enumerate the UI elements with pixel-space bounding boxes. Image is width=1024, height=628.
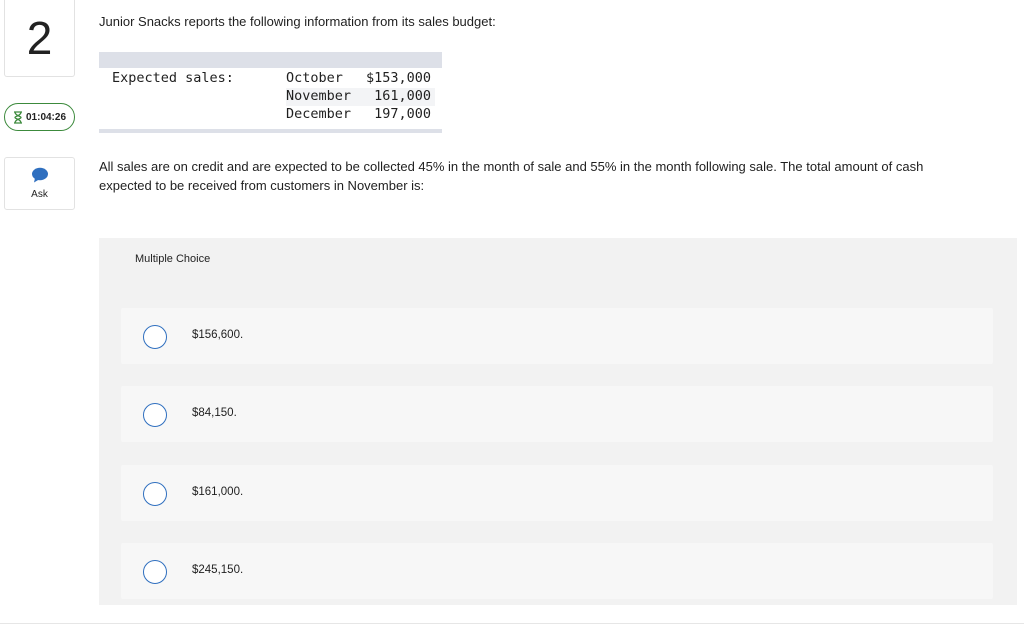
multiple-choice-panel [99,238,1017,605]
radio-button[interactable] [143,403,167,427]
choice-label: $245,150. [192,564,244,576]
timer-value: 01:04:26 [25,111,67,123]
choice-option-d[interactable] [121,543,993,599]
table-top-rule [99,52,442,68]
choice-label: $161,000. [192,486,244,498]
question-number-box [4,0,75,77]
choice-option-a[interactable] [121,308,993,364]
question-prompt: Junior Snacks reports the following information from its sales budget: [99,14,496,29]
timer[interactable] [4,103,75,131]
multiple-choice-header: Multiple Choice [135,253,211,265]
budget-month: November [286,88,352,104]
chat-bubble-icon [31,167,49,186]
question-text: All sales are on credit and are expected to be collected 45% in the month of sale and 55% in the month following sale. The total amount of cash expected to be received from customers in November is: [99,159,924,193]
budget-month: October [286,70,343,86]
budget-row-october [286,70,435,88]
radio-button[interactable] [143,560,167,584]
budget-row-november [286,88,435,106]
budget-amount: 161,000 [374,88,431,104]
budget-amount: 197,000 [374,106,431,122]
choice-option-c[interactable] [121,465,993,521]
sales-budget-table [99,52,442,133]
footer-divider [0,623,1024,624]
budget-month: December [286,106,352,122]
radio-button[interactable] [143,482,167,506]
ask-button[interactable] [4,157,75,210]
ask-label: Ask [31,189,48,200]
budget-amount: $153,000 [365,70,431,86]
budget-row-december [286,106,435,124]
question-number: 2 [26,12,53,64]
hourglass-icon [13,111,23,124]
budget-label: Expected sales: [112,70,234,86]
choice-option-b[interactable] [121,386,993,442]
choice-label: $156,600. [192,329,244,341]
table-bottom-rule [99,129,442,133]
radio-button[interactable] [143,325,167,349]
choice-label: $84,150. [192,407,237,419]
